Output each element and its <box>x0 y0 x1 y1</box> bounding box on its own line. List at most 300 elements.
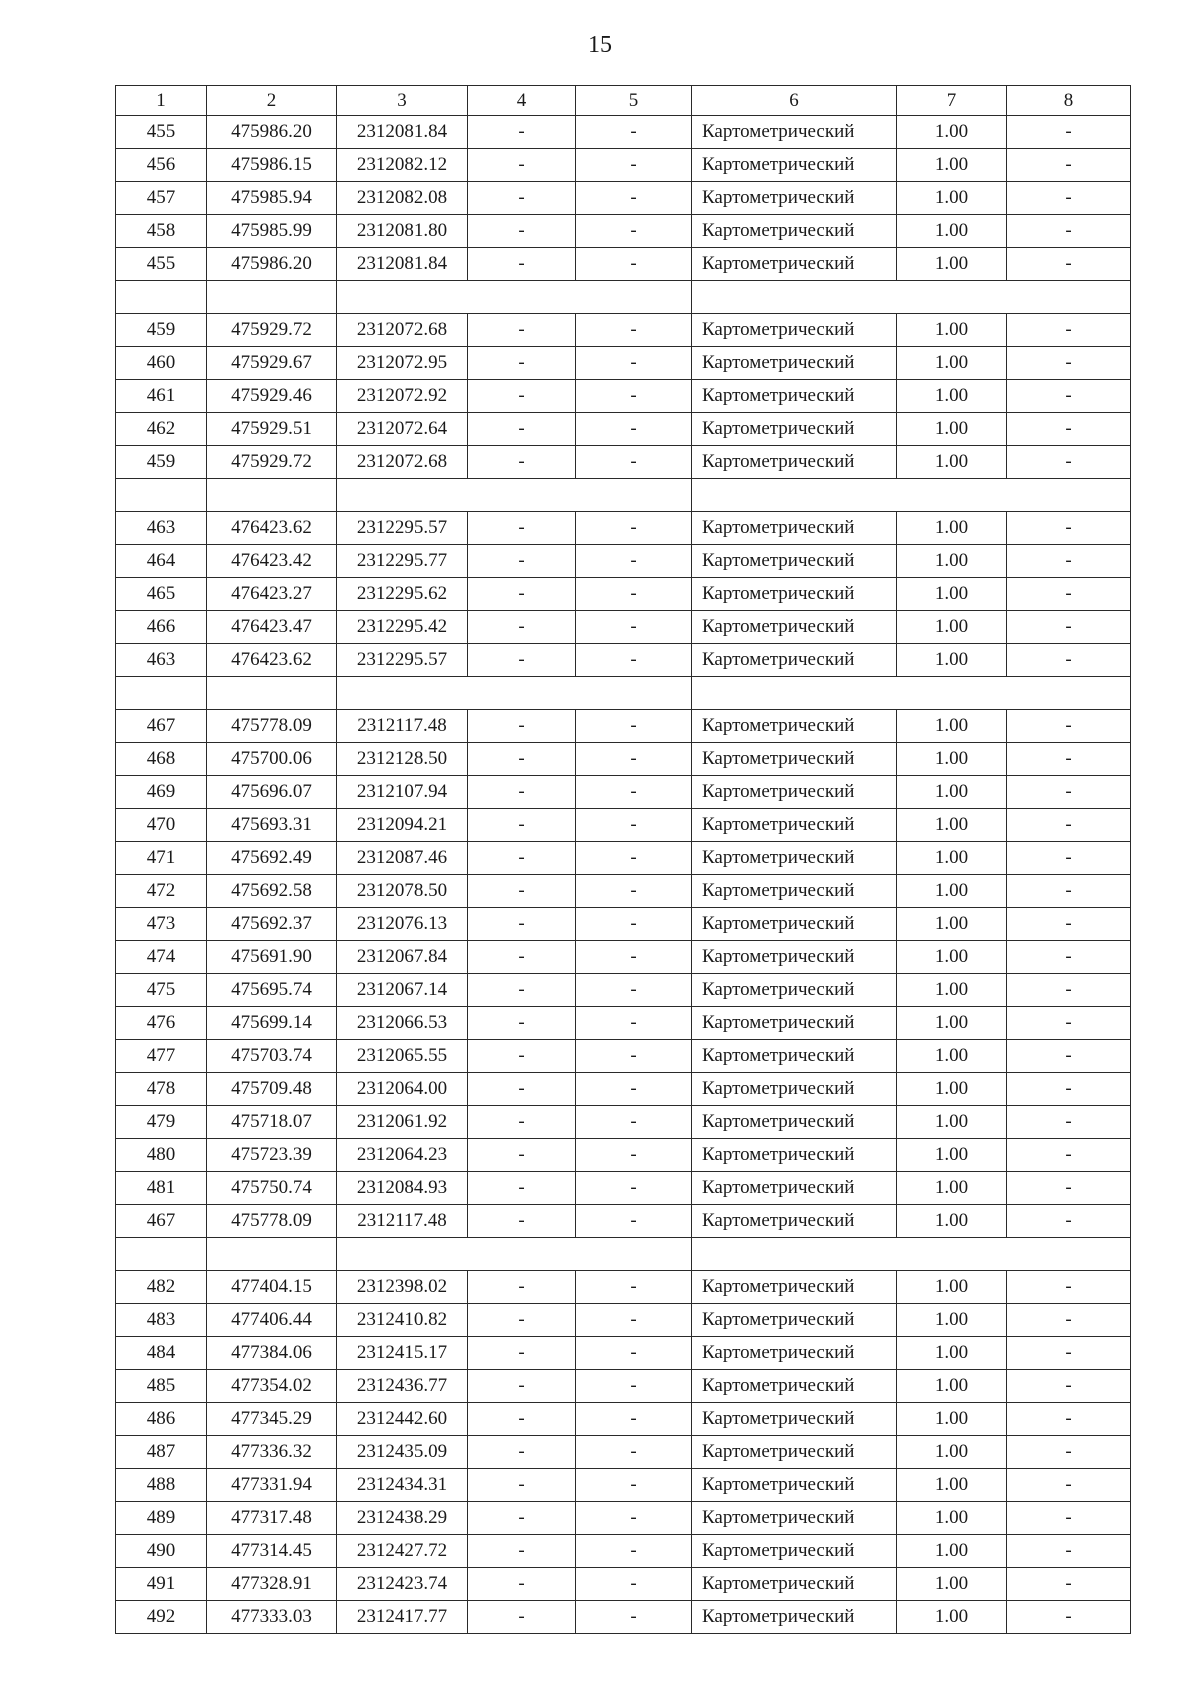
table-cell-col-7: 1.00 <box>897 1436 1007 1469</box>
table-cell-col-4: - <box>468 1073 576 1106</box>
table-row <box>116 1403 1131 1436</box>
table-cell-col-5: - <box>576 1304 692 1337</box>
column-header: 6 <box>692 86 897 116</box>
table-cell-col-1: 472 <box>116 875 207 908</box>
table-cell-col-4: - <box>468 347 576 380</box>
table-cell-col-8: - <box>1007 215 1131 248</box>
table-cell-col-2: 475723.39 <box>207 1139 337 1172</box>
table-cell-col-4: - <box>468 1568 576 1601</box>
table-cell-col-8: - <box>1007 1535 1131 1568</box>
column-header: 4 <box>468 86 576 116</box>
table-cell-col-2: 476423.27 <box>207 578 337 611</box>
empty-cell <box>897 677 1007 710</box>
table-cell-col-1: 492 <box>116 1601 207 1634</box>
table-row <box>116 809 1131 842</box>
table-cell-col-3: 2312072.68 <box>337 446 468 479</box>
table-row <box>116 116 1131 149</box>
table-cell-col-6: Картометрический <box>692 809 897 842</box>
table-row <box>116 743 1131 776</box>
table-cell-col-7: 1.00 <box>897 1370 1007 1403</box>
table-row <box>116 314 1131 347</box>
table-cell-col-6: Картометрический <box>692 314 897 347</box>
table-cell-col-3: 2312087.46 <box>337 842 468 875</box>
table-cell-col-2: 477328.91 <box>207 1568 337 1601</box>
table-cell-col-3: 2312078.50 <box>337 875 468 908</box>
table-cell-col-7: 1.00 <box>897 1535 1007 1568</box>
table-cell-col-7: 1.00 <box>897 380 1007 413</box>
table-cell-col-8: - <box>1007 1601 1131 1634</box>
table-row <box>116 578 1131 611</box>
table-cell-col-6: Картометрический <box>692 1073 897 1106</box>
table-cell-col-8: - <box>1007 842 1131 875</box>
table-row <box>116 1271 1131 1304</box>
table-cell-col-3: 2312061.92 <box>337 1106 468 1139</box>
table-cell-col-3: 2312128.50 <box>337 743 468 776</box>
table-row <box>116 1469 1131 1502</box>
table-cell-col-4: - <box>468 908 576 941</box>
empty-cell <box>692 281 897 314</box>
table-cell-col-8: - <box>1007 545 1131 578</box>
table-cell-col-3: 2312295.42 <box>337 611 468 644</box>
empty-cell <box>337 281 468 314</box>
table-cell-col-1: 477 <box>116 1040 207 1073</box>
table-cell-col-7: 1.00 <box>897 1403 1007 1436</box>
table-cell-col-7: 1.00 <box>897 644 1007 677</box>
table-cell-col-5: - <box>576 1271 692 1304</box>
table-cell-col-5: - <box>576 1601 692 1634</box>
table-cell-col-2: 475929.72 <box>207 446 337 479</box>
table-row <box>116 1337 1131 1370</box>
table-cell-col-1: 466 <box>116 611 207 644</box>
table-cell-col-6: Картометрический <box>692 446 897 479</box>
table-row <box>116 1040 1131 1073</box>
table-cell-col-5: - <box>576 215 692 248</box>
table-cell-col-4: - <box>468 215 576 248</box>
table-cell-col-3: 2312442.60 <box>337 1403 468 1436</box>
table-cell-col-5: - <box>576 1535 692 1568</box>
table-cell-col-6: Картометрический <box>692 248 897 281</box>
table-cell-col-6: Картометрический <box>692 578 897 611</box>
table-cell-col-3: 2312117.48 <box>337 710 468 743</box>
table-cell-col-2: 475699.14 <box>207 1007 337 1040</box>
table-cell-col-6: Картометрический <box>692 908 897 941</box>
empty-cell <box>116 1238 207 1271</box>
column-header: 3 <box>337 86 468 116</box>
table-cell-col-5: - <box>576 578 692 611</box>
table-cell-col-7: 1.00 <box>897 1073 1007 1106</box>
table-row <box>116 380 1131 413</box>
table-cell-col-3: 2312081.80 <box>337 215 468 248</box>
table-cell-col-8: - <box>1007 1040 1131 1073</box>
table-body <box>116 116 1131 1634</box>
column-header: 7 <box>897 86 1007 116</box>
table-cell-col-1: 460 <box>116 347 207 380</box>
empty-cell <box>576 479 692 512</box>
table-header-row <box>116 86 1131 116</box>
table-cell-col-4: - <box>468 248 576 281</box>
table-row <box>116 611 1131 644</box>
table-cell-col-5: - <box>576 1172 692 1205</box>
table-cell-col-2: 475778.09 <box>207 710 337 743</box>
table-cell-col-1: 465 <box>116 578 207 611</box>
table-cell-col-6: Картометрический <box>692 116 897 149</box>
empty-cell <box>576 281 692 314</box>
table-cell-col-2: 476423.62 <box>207 644 337 677</box>
table-cell-col-2: 475929.46 <box>207 380 337 413</box>
table-cell-col-3: 2312084.93 <box>337 1172 468 1205</box>
table-cell-col-1: 482 <box>116 1271 207 1304</box>
table-cell-col-2: 475692.58 <box>207 875 337 908</box>
table-cell-col-5: - <box>576 941 692 974</box>
table-cell-col-2: 475693.31 <box>207 809 337 842</box>
table-cell-col-3: 2312427.72 <box>337 1535 468 1568</box>
table-cell-col-7: 1.00 <box>897 743 1007 776</box>
table-cell-col-8: - <box>1007 1469 1131 1502</box>
column-header: 5 <box>576 86 692 116</box>
table-cell-col-8: - <box>1007 644 1131 677</box>
table-cell-col-1: 455 <box>116 248 207 281</box>
table-cell-col-6: Картометрический <box>692 1271 897 1304</box>
table-cell-col-6: Картометрический <box>692 182 897 215</box>
table-cell-col-3: 2312107.94 <box>337 776 468 809</box>
table-cell-col-1: 491 <box>116 1568 207 1601</box>
table-cell-col-2: 475718.07 <box>207 1106 337 1139</box>
table-cell-col-2: 477384.06 <box>207 1337 337 1370</box>
empty-cell <box>897 479 1007 512</box>
table-cell-col-5: - <box>576 512 692 545</box>
table-cell-col-3: 2312415.17 <box>337 1337 468 1370</box>
table-cell-col-1: 489 <box>116 1502 207 1535</box>
table-cell-col-3: 2312065.55 <box>337 1040 468 1073</box>
table-cell-col-8: - <box>1007 1007 1131 1040</box>
table-cell-col-5: - <box>576 1370 692 1403</box>
table-cell-col-6: Картометрический <box>692 974 897 1007</box>
table-cell-col-6: Картометрический <box>692 1436 897 1469</box>
separator-row <box>116 677 1131 710</box>
table-cell-col-8: - <box>1007 116 1131 149</box>
table-cell-col-2: 475929.72 <box>207 314 337 347</box>
table-row <box>116 1139 1131 1172</box>
table-cell-col-7: 1.00 <box>897 1469 1007 1502</box>
table-row <box>116 1172 1131 1205</box>
table-cell-col-6: Картометрический <box>692 1502 897 1535</box>
table-cell-col-7: 1.00 <box>897 347 1007 380</box>
table-cell-col-4: - <box>468 1205 576 1238</box>
table-cell-col-3: 2312094.21 <box>337 809 468 842</box>
table-cell-col-1: 487 <box>116 1436 207 1469</box>
table-cell-col-1: 469 <box>116 776 207 809</box>
table-cell-col-4: - <box>468 116 576 149</box>
table-cell-col-5: - <box>576 1139 692 1172</box>
table-cell-col-6: Картометрический <box>692 413 897 446</box>
table-cell-col-1: 480 <box>116 1139 207 1172</box>
table-cell-col-8: - <box>1007 1304 1131 1337</box>
empty-cell <box>1007 281 1131 314</box>
table-cell-col-2: 477333.03 <box>207 1601 337 1634</box>
table-cell-col-1: 457 <box>116 182 207 215</box>
empty-cell <box>116 281 207 314</box>
table-cell-col-4: - <box>468 1172 576 1205</box>
table-cell-col-6: Картометрический <box>692 743 897 776</box>
table-cell-col-5: - <box>576 809 692 842</box>
table-cell-col-2: 475929.67 <box>207 347 337 380</box>
table-cell-col-1: 464 <box>116 545 207 578</box>
table-cell-col-2: 475778.09 <box>207 1205 337 1238</box>
empty-cell <box>576 1238 692 1271</box>
table-cell-col-4: - <box>468 974 576 1007</box>
table-cell-col-6: Картометрический <box>692 611 897 644</box>
empty-cell <box>692 677 897 710</box>
table-cell-col-8: - <box>1007 578 1131 611</box>
table-row <box>116 1370 1131 1403</box>
coordinates-table <box>115 85 1131 1634</box>
table-cell-col-2: 475985.99 <box>207 215 337 248</box>
empty-cell <box>337 677 468 710</box>
table-cell-col-3: 2312072.64 <box>337 413 468 446</box>
table-row <box>116 908 1131 941</box>
table-cell-col-8: - <box>1007 1106 1131 1139</box>
table-cell-col-4: - <box>468 1535 576 1568</box>
table-cell-col-1: 458 <box>116 215 207 248</box>
table-cell-col-3: 2312064.00 <box>337 1073 468 1106</box>
table-cell-col-7: 1.00 <box>897 314 1007 347</box>
empty-cell <box>207 1238 337 1271</box>
empty-cell <box>468 1238 576 1271</box>
table-cell-col-3: 2312081.84 <box>337 116 468 149</box>
table-cell-col-7: 1.00 <box>897 776 1007 809</box>
table-cell-col-6: Картометрический <box>692 1040 897 1073</box>
empty-cell <box>337 1238 468 1271</box>
table-cell-col-8: - <box>1007 1370 1131 1403</box>
table-cell-col-5: - <box>576 116 692 149</box>
table-cell-col-3: 2312410.82 <box>337 1304 468 1337</box>
table-row <box>116 215 1131 248</box>
table-cell-col-8: - <box>1007 974 1131 1007</box>
table-cell-col-1: 470 <box>116 809 207 842</box>
table-row <box>116 1073 1131 1106</box>
table-cell-col-8: - <box>1007 743 1131 776</box>
table-row <box>116 248 1131 281</box>
table-cell-col-1: 459 <box>116 314 207 347</box>
table-cell-col-5: - <box>576 644 692 677</box>
table-cell-col-1: 461 <box>116 380 207 413</box>
table-cell-col-4: - <box>468 776 576 809</box>
table-cell-col-7: 1.00 <box>897 248 1007 281</box>
table-cell-col-5: - <box>576 974 692 1007</box>
empty-cell <box>207 479 337 512</box>
table-cell-col-8: - <box>1007 347 1131 380</box>
table-cell-col-2: 475985.94 <box>207 182 337 215</box>
table-cell-col-1: 462 <box>116 413 207 446</box>
table-cell-col-1: 479 <box>116 1106 207 1139</box>
table-cell-col-8: - <box>1007 380 1131 413</box>
empty-cell <box>337 479 468 512</box>
table-cell-col-2: 475692.37 <box>207 908 337 941</box>
table-cell-col-4: - <box>468 710 576 743</box>
table-cell-col-8: - <box>1007 1436 1131 1469</box>
table-cell-col-1: 471 <box>116 842 207 875</box>
table-cell-col-3: 2312072.95 <box>337 347 468 380</box>
table-cell-col-1: 467 <box>116 710 207 743</box>
table-cell-col-6: Картометрический <box>692 1469 897 1502</box>
table-cell-col-4: - <box>468 1601 576 1634</box>
table-cell-col-4: - <box>468 1370 576 1403</box>
table-cell-col-2: 477354.02 <box>207 1370 337 1403</box>
table-cell-col-6: Картометрический <box>692 1205 897 1238</box>
table-cell-col-6: Картометрический <box>692 215 897 248</box>
table-cell-col-6: Картометрический <box>692 1172 897 1205</box>
table-cell-col-5: - <box>576 611 692 644</box>
empty-cell <box>1007 677 1131 710</box>
table-row <box>116 941 1131 974</box>
table-cell-col-6: Картометрический <box>692 1403 897 1436</box>
table-row <box>116 1601 1131 1634</box>
table-cell-col-7: 1.00 <box>897 1106 1007 1139</box>
table-cell-col-5: - <box>576 1205 692 1238</box>
table-cell-col-2: 475700.06 <box>207 743 337 776</box>
table-cell-col-7: 1.00 <box>897 1271 1007 1304</box>
table-cell-col-7: 1.00 <box>897 908 1007 941</box>
table-cell-col-4: - <box>468 1007 576 1040</box>
table-cell-col-6: Картометрический <box>692 1304 897 1337</box>
empty-cell <box>468 281 576 314</box>
table-cell-col-8: - <box>1007 1502 1131 1535</box>
table-cell-col-6: Картометрический <box>692 776 897 809</box>
table-cell-col-3: 2312076.13 <box>337 908 468 941</box>
table-cell-col-8: - <box>1007 710 1131 743</box>
table-cell-col-5: - <box>576 1007 692 1040</box>
table-cell-col-7: 1.00 <box>897 512 1007 545</box>
table-cell-col-8: - <box>1007 875 1131 908</box>
table-cell-col-6: Картометрический <box>692 347 897 380</box>
table-cell-col-5: - <box>576 1469 692 1502</box>
table-cell-col-5: - <box>576 149 692 182</box>
table-cell-col-2: 477331.94 <box>207 1469 337 1502</box>
table-row <box>116 347 1131 380</box>
table-cell-col-5: - <box>576 743 692 776</box>
table-cell-col-4: - <box>468 1436 576 1469</box>
table-cell-col-2: 477317.48 <box>207 1502 337 1535</box>
table-cell-col-7: 1.00 <box>897 1040 1007 1073</box>
table-cell-col-1: 488 <box>116 1469 207 1502</box>
table-cell-col-7: 1.00 <box>897 149 1007 182</box>
table-cell-col-1: 476 <box>116 1007 207 1040</box>
table-cell-col-1: 468 <box>116 743 207 776</box>
table-cell-col-7: 1.00 <box>897 842 1007 875</box>
table-cell-col-3: 2312081.84 <box>337 248 468 281</box>
table-cell-col-4: - <box>468 446 576 479</box>
table-cell-col-5: - <box>576 1040 692 1073</box>
table-cell-col-6: Картометрический <box>692 1106 897 1139</box>
table-row <box>116 1535 1131 1568</box>
empty-cell <box>116 479 207 512</box>
column-header: 2 <box>207 86 337 116</box>
table-cell-col-6: Картометрический <box>692 545 897 578</box>
table-cell-col-7: 1.00 <box>897 116 1007 149</box>
table-cell-col-5: - <box>576 248 692 281</box>
table-cell-col-6: Картометрический <box>692 1337 897 1370</box>
table-cell-col-5: - <box>576 875 692 908</box>
page-number: 15 <box>588 32 612 58</box>
table-row <box>116 545 1131 578</box>
table-cell-col-5: - <box>576 1106 692 1139</box>
table-cell-col-2: 477345.29 <box>207 1403 337 1436</box>
table-cell-col-4: - <box>468 1469 576 1502</box>
table-cell-col-1: 484 <box>116 1337 207 1370</box>
column-header: 8 <box>1007 86 1131 116</box>
table-row <box>116 710 1131 743</box>
table-row <box>116 1304 1131 1337</box>
table-cell-col-4: - <box>468 611 576 644</box>
table-cell-col-7: 1.00 <box>897 875 1007 908</box>
table-cell-col-5: - <box>576 1073 692 1106</box>
table-cell-col-4: - <box>468 314 576 347</box>
table-row <box>116 875 1131 908</box>
table-cell-col-8: - <box>1007 1403 1131 1436</box>
table-row <box>116 413 1131 446</box>
table-cell-col-1: 475 <box>116 974 207 1007</box>
table-row <box>116 512 1131 545</box>
table-cell-col-2: 476423.62 <box>207 512 337 545</box>
table-cell-col-2: 477404.15 <box>207 1271 337 1304</box>
table-cell-col-5: - <box>576 908 692 941</box>
table-cell-col-8: - <box>1007 413 1131 446</box>
table-cell-col-8: - <box>1007 1172 1131 1205</box>
table-cell-col-2: 475986.20 <box>207 248 337 281</box>
table-cell-col-6: Картометрический <box>692 941 897 974</box>
table-cell-col-1: 473 <box>116 908 207 941</box>
table-cell-col-7: 1.00 <box>897 1337 1007 1370</box>
table-cell-col-2: 475929.51 <box>207 413 337 446</box>
table-row <box>116 1106 1131 1139</box>
table-cell-col-6: Картометрический <box>692 1370 897 1403</box>
table-cell-col-5: - <box>576 1436 692 1469</box>
table-row <box>116 446 1131 479</box>
table-cell-col-4: - <box>468 941 576 974</box>
table-cell-col-8: - <box>1007 182 1131 215</box>
table-cell-col-4: - <box>468 545 576 578</box>
empty-cell <box>1007 1238 1131 1271</box>
table-cell-col-4: - <box>468 875 576 908</box>
table-cell-col-7: 1.00 <box>897 1568 1007 1601</box>
table-cell-col-7: 1.00 <box>897 578 1007 611</box>
table-cell-col-3: 2312295.62 <box>337 578 468 611</box>
table-cell-col-8: - <box>1007 446 1131 479</box>
table-cell-col-4: - <box>468 644 576 677</box>
table-cell-col-5: - <box>576 842 692 875</box>
table-cell-col-7: 1.00 <box>897 446 1007 479</box>
table-cell-col-4: - <box>468 149 576 182</box>
table-cell-col-3: 2312072.68 <box>337 314 468 347</box>
table-cell-col-1: 474 <box>116 941 207 974</box>
table-cell-col-2: 475692.49 <box>207 842 337 875</box>
table-cell-col-8: - <box>1007 1568 1131 1601</box>
table-row <box>116 1205 1131 1238</box>
table-cell-col-4: - <box>468 1106 576 1139</box>
table-cell-col-3: 2312082.12 <box>337 149 468 182</box>
table-cell-col-4: - <box>468 743 576 776</box>
table-cell-col-4: - <box>468 578 576 611</box>
empty-cell <box>897 1238 1007 1271</box>
table-cell-col-2: 475695.74 <box>207 974 337 1007</box>
table-cell-col-6: Картометрический <box>692 1535 897 1568</box>
table-cell-col-1: 486 <box>116 1403 207 1436</box>
table-cell-col-1: 455 <box>116 116 207 149</box>
table-cell-col-4: - <box>468 1403 576 1436</box>
table-cell-col-6: Картометрический <box>692 1601 897 1634</box>
table-row <box>116 182 1131 215</box>
table-row <box>116 644 1131 677</box>
